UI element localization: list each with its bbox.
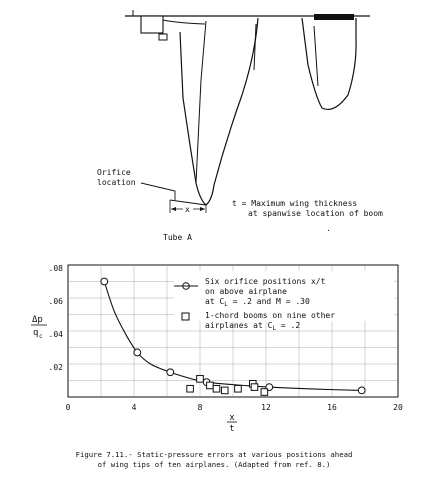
x-tick-label: 16 — [327, 403, 337, 412]
wing-tip-sketch — [125, 10, 370, 205]
y-tick-label: .06 — [48, 297, 63, 306]
wing-tip-panel-left — [180, 18, 258, 205]
data-point-square — [221, 387, 228, 394]
caption-line-2: of wing tips of ten airplanes. (Adapted from ref. 8.) — [97, 460, 331, 469]
data-point-circle — [358, 387, 365, 394]
legend-circle-line-2: on above airplane — [205, 287, 287, 296]
x-label-denominator: t — [229, 424, 235, 434]
x-tick-label: 4 — [131, 403, 137, 412]
data-point-circle — [101, 278, 108, 285]
legend-square-cl-prefix: airplanes at C — [205, 321, 273, 330]
data-point-square — [251, 384, 258, 391]
rear-fin-top-cap — [314, 14, 354, 20]
data-point-square — [213, 385, 220, 392]
x-tick-label: 12 — [261, 403, 271, 412]
wing-fuselage-curve — [163, 20, 205, 24]
x-dimension-label: x — [185, 205, 190, 214]
data-point-circle — [134, 349, 141, 356]
legend-square-line-1: 1-chord booms on nine other — [205, 311, 336, 320]
t-definition-line-2: at spanwise location of boom — [248, 209, 383, 218]
data-point-square — [187, 385, 194, 392]
y-label-subscript: c — [39, 333, 43, 340]
orifice-leader-line — [141, 183, 175, 200]
legend-circle-cl-sub: L — [224, 301, 228, 308]
y-tick-label: .02 — [48, 363, 63, 372]
data-point-square — [197, 376, 204, 383]
x-label-numerator: x — [229, 413, 235, 423]
x-tick-label: 8 — [197, 403, 203, 412]
y-label-denominator: q — [33, 328, 39, 338]
y-tick-label: .08 — [48, 264, 63, 273]
x-tick-label: 0 — [65, 403, 71, 412]
x-axis-label — [227, 413, 237, 434]
legend-square-marker — [182, 313, 189, 320]
wing-tip-panel-inner — [196, 21, 206, 183]
y-axis-label — [31, 315, 47, 340]
data-point-circle — [167, 369, 174, 376]
figure-caption — [76, 450, 353, 469]
chart — [31, 264, 403, 434]
rear-fin — [302, 18, 356, 109]
y-ticks — [49, 264, 64, 372]
caption-line-1: Figure 7.11.- Static-pressure errors at various positions ahead — [75, 450, 353, 459]
data-point-square — [261, 389, 268, 396]
legend-circle-line-1: Six orifice positions x/t — [205, 277, 326, 286]
x-ticks — [66, 403, 403, 412]
tip-fitting-stub — [159, 34, 167, 40]
legend-circle-cl-prefix: at C — [205, 297, 225, 306]
data-point-square — [235, 385, 242, 392]
legend-square-cl-suffix: = .2 — [276, 321, 301, 330]
legend-square-cl-sub: L — [272, 325, 277, 332]
y-label-numerator: Δp — [32, 315, 43, 325]
orifice-annotation — [97, 168, 383, 242]
legend-square-line-2 — [205, 321, 300, 332]
orifice-label-line-2: location — [97, 178, 136, 187]
y-tick-label: .04 — [48, 330, 63, 339]
orifice-label-line-1: Orifice — [97, 168, 131, 177]
data-point-square — [207, 382, 214, 389]
t-definition-line-1: t = Maximum wing thickness — [232, 199, 358, 208]
legend-circle-cl-suffix: = .2 and M = .30 — [227, 297, 310, 306]
legend — [174, 271, 394, 332]
tube-label: Tube A — [163, 233, 192, 242]
x-tick-label: 20 — [393, 403, 403, 412]
rear-fin-inner — [314, 26, 318, 86]
stray-mark: · — [326, 226, 331, 235]
tip-fitting-block — [141, 16, 163, 33]
